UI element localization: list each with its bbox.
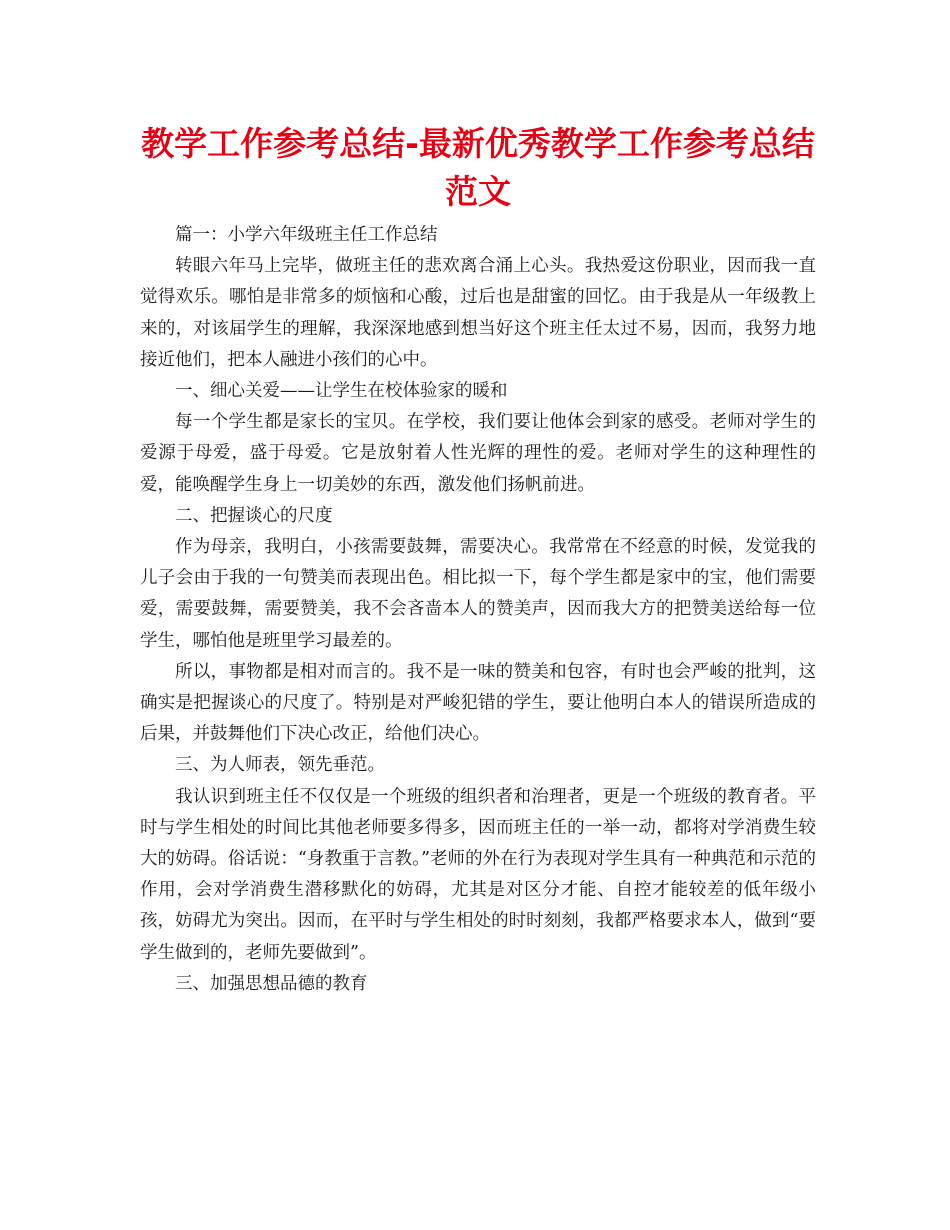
section-heading-talk: 二、把握谈心的尺度 (175, 505, 333, 526)
section-heading-example: 三、为人师表，领先垂范。 (175, 755, 385, 776)
document-title: 教学工作参考总结-最新优秀教学工作参考总结范文 (141, 124, 815, 211)
document-body (140, 220, 816, 1000)
paragraph-example: 我认识到班主任不仅仅是一个班级的组织者和治理者，更是一个班级的教育者。平时与学生相处的时间比其他老师要多得多，因而班主任的一举一动，都将对学消费生较大的妨碍。俗话说：“身教重于言教。”老师的外在行为表现对学生具有一种典范和示范的作用，会对学消费生潜移默化的妨碍，尤其是对区分才能、自控才能较差的低年级小孩，妨碍尤为突出。因而，在平时与学生相处的时时刻刻，我都严格要求本人，做到“要学生做到的，老师先要做到”。 (140, 786, 816, 963)
paragraph-intro: 转眼六年马上完毕，做班主任的悲欢离合涌上心头。我热爱这份职业，因而我一直觉得欢乐。哪怕是非常多的烦恼和心酸，过后也是甜蜜的回忆。由于我是从一年级教上来的，对该届学生的理解，我深深地感到想当好这个班主任太过不易，因而，我努力地接近他们，把本人融进小孩们的心中。 (140, 256, 816, 370)
paragraph-talk-1: 作为母亲，我明白，小孩需要鼓舞，需要决心。我常常在不经意的时候，发觉我的儿子会由于我的一句赞美而表现出色。相比拟一下，每个学生都是家中的宝，他们需要爱，需要鼓舞，需要赞美，我不会吝啬本人的赞美声，因而我大方的把赞美送给每一位学生，哪怕他是班里学习最差的。 (140, 537, 816, 651)
section-heading-part-one: 篇一：小学六年级班主任工作总结 (175, 225, 438, 245)
paragraph-care: 每一个学生都是家长的宝贝。在学校，我们要让他体会到家的感受。老师对学生的爱源于母爱，盛于母爱。它是放射着人性光辉的理性的爱。老师对学生的这种理性的爱，能唤醒学生身上一切美妙的东西，激发他们扬帆前进。 (140, 412, 816, 495)
paragraph-talk-2: 所以，事物都是相对而言的。我不是一味的赞美和包容，有时也会严峻的批判，这确实是把握谈心的尺度了。特别是对严峻犯错的学生，要让他明白本人的错误所造成的后果，并鼓舞他们下决心改正，给他们决心。 (140, 661, 816, 745)
document-page (140, 120, 816, 1000)
section-heading-care: 一、细心关爱——让学生在校体验家的暖和 (175, 381, 508, 402)
section-heading-moral: 三、加强思想品德的教育 (175, 973, 368, 994)
